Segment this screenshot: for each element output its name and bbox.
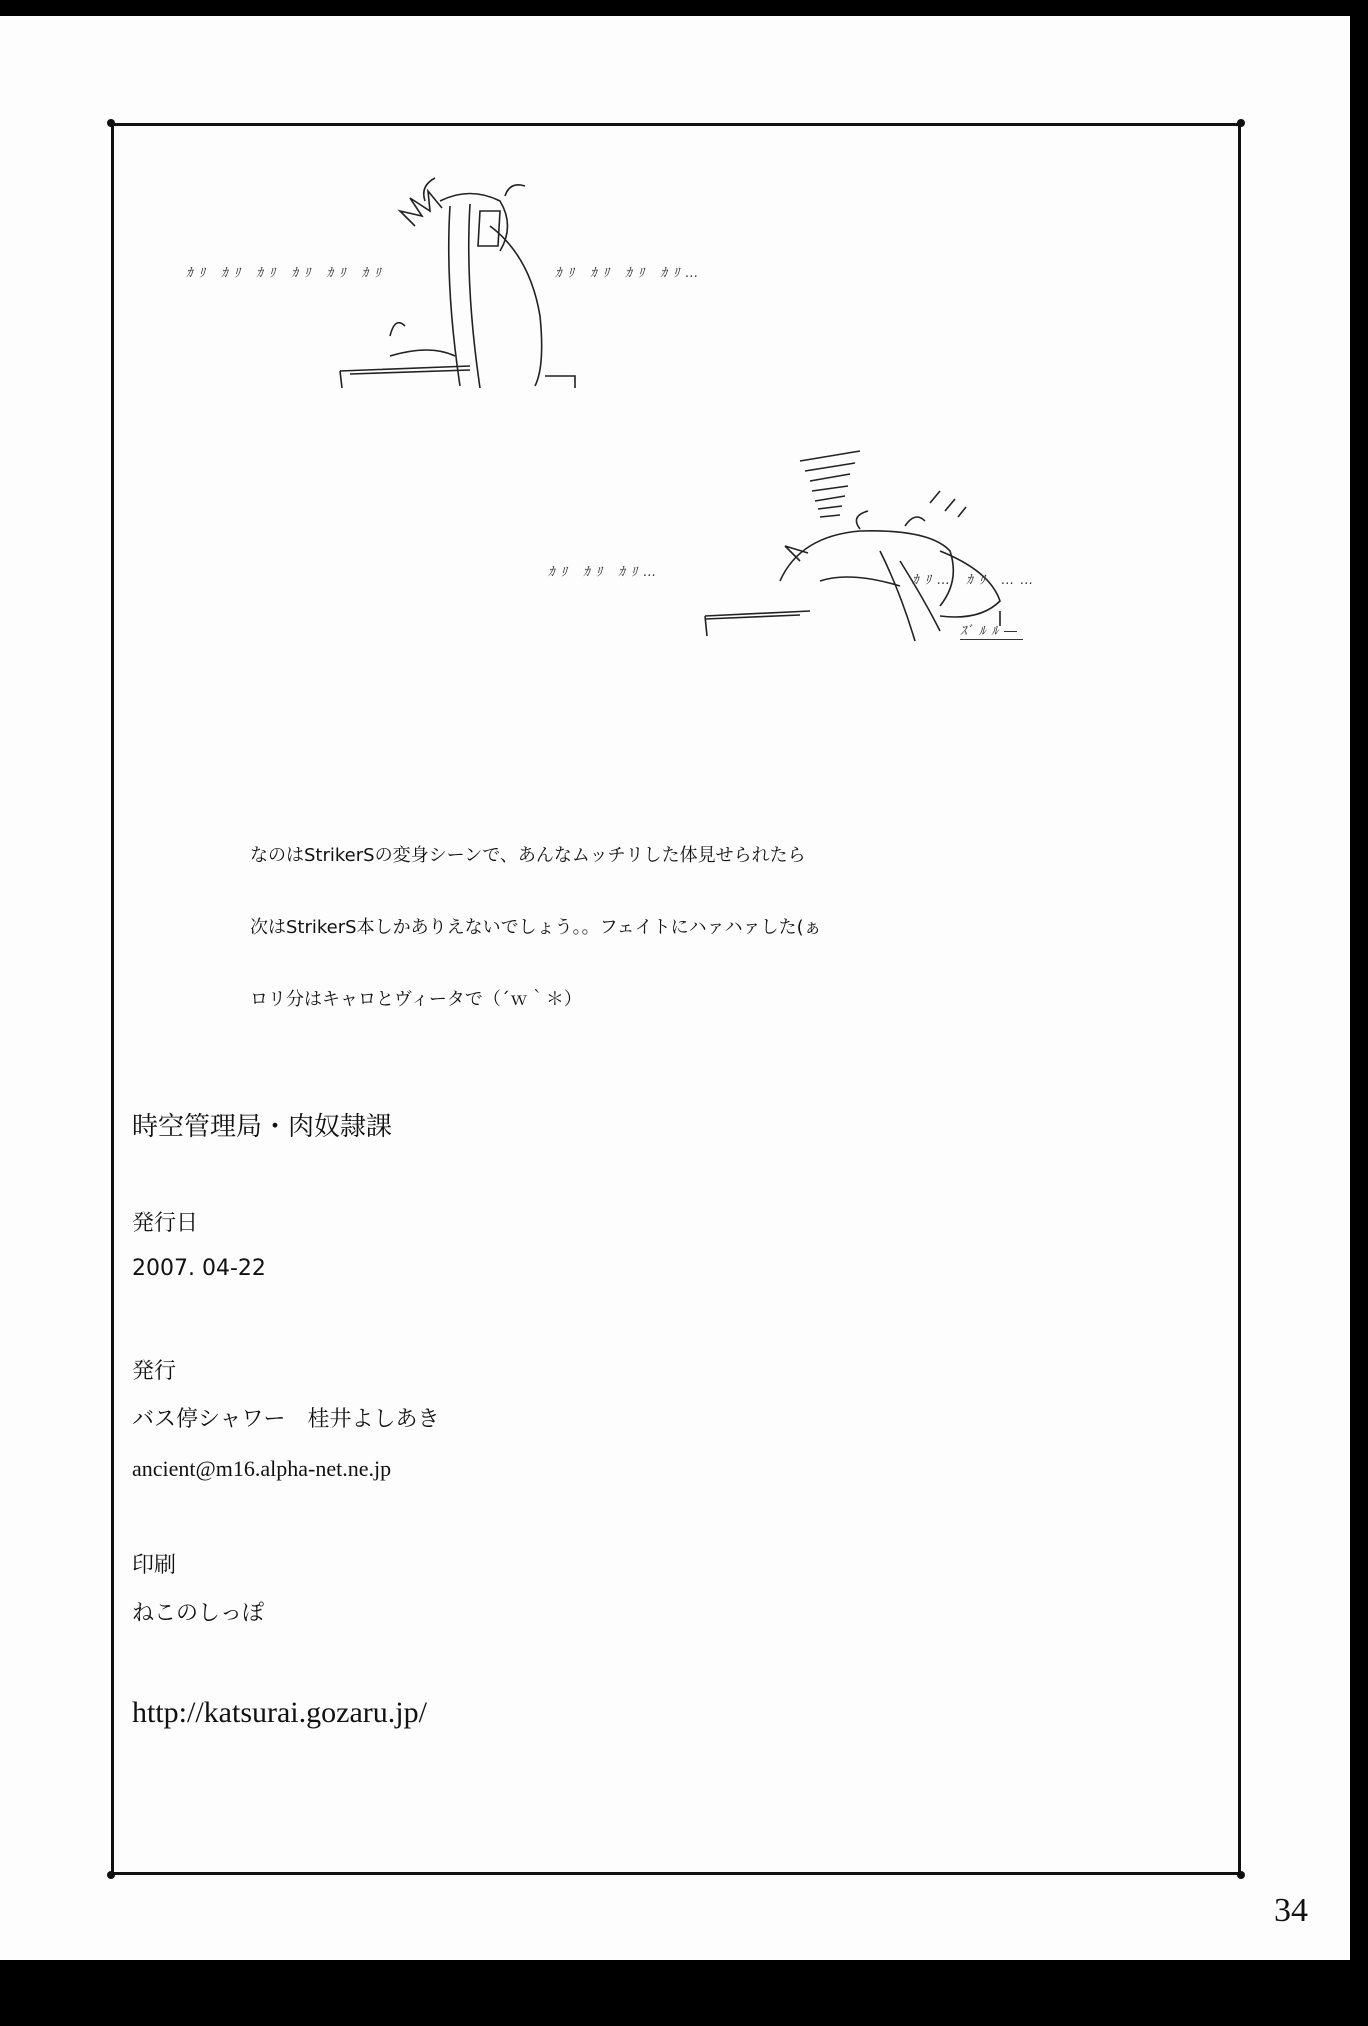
frame-corner [107, 119, 115, 127]
publisher-email: ancient@m16.alpha-net.ne.jp [132, 1456, 392, 1481]
sketch-girl-writing [330, 166, 600, 396]
sound-effect-text: ｶﾘ ｶﾘ ｶﾘ ｶﾘ ｶﾘ ｶﾘ [186, 266, 387, 281]
frame-corner [1237, 1871, 1245, 1879]
sound-effect-text: ｶﾘ… ｶﾘ …… [912, 573, 1040, 588]
book-title: 時空管理局・肉奴隷課 [132, 1112, 393, 1142]
publish-date-label: 発行日 [132, 1211, 199, 1236]
sound-effect-drool: ｽﾞﾙﾙ― [960, 620, 1023, 640]
comment-line: ロリ分はキャロとヴィータで（´ｗ｀＊） [250, 989, 582, 1010]
author-comment [250, 802, 822, 1054]
comment-line: 次はStrikerS本しかありえないでしょう。。フェイトにハァハァした(ぁ [250, 917, 822, 938]
website-url: http://katsurai.gozaru.jp/ [132, 1696, 427, 1729]
sound-effect-text: ｶﾘ ｶﾘ ｶﾘ… [548, 565, 663, 580]
comment-line: なのはStrikerSの変身シーンで、あんなムッチリした体見せられたら [250, 845, 806, 866]
publisher-label: 発行 [132, 1359, 177, 1384]
printer-label: 印刷 [132, 1553, 177, 1578]
sketch-girl-asleep [700, 441, 1080, 681]
printer-value: ねこのしっぽ [132, 1601, 265, 1626]
page-number: 34 [1274, 1892, 1308, 1929]
publisher-value: バス停シャワー 桂井よしあき [132, 1407, 440, 1432]
publish-date-value: 2007. 04-22 [132, 1256, 266, 1281]
frame-corner [1237, 119, 1245, 127]
frame-corner [107, 1871, 115, 1879]
document-page [0, 16, 1350, 1960]
sound-effect-text: ｶﾘ ｶﾘ ｶﾘ ｶﾘ… [555, 266, 705, 281]
